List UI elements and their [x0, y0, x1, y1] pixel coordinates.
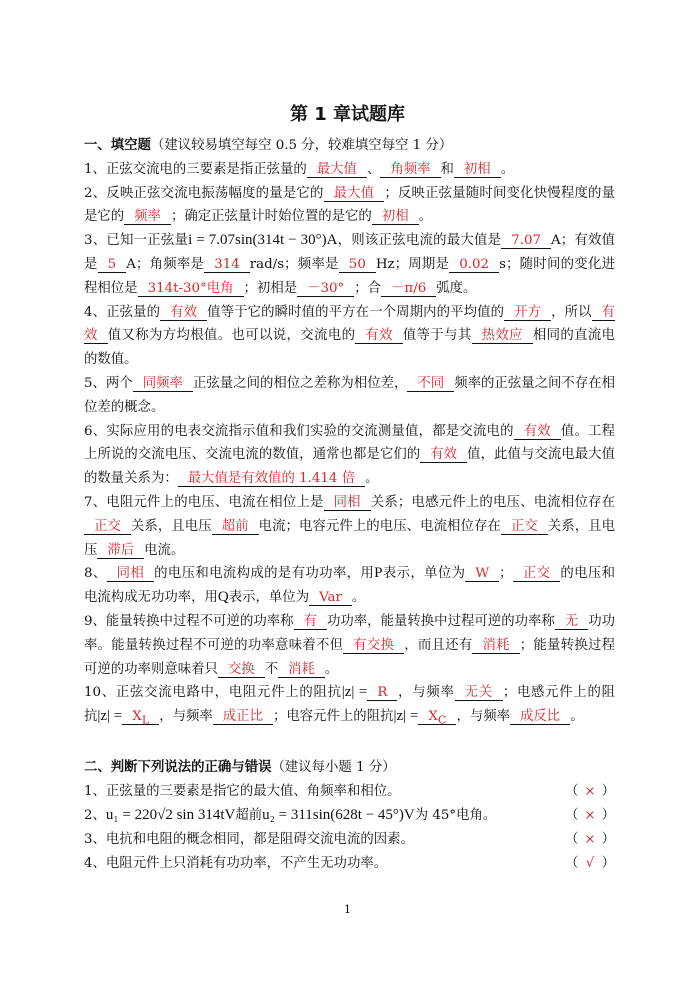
answer-text: 最大值是有效值的 1.414 倍	[187, 471, 356, 487]
question-text: 9、能量转换中过程不可逆的功率称	[84, 613, 294, 629]
cross-mark-icon: ×	[584, 784, 596, 800]
section-note: （建议每小题 1 分）	[271, 760, 396, 776]
question-text: 值等于它的瞬时值的平方在一个周期内的平均值的	[207, 304, 505, 320]
answer-text: 正交	[510, 518, 538, 534]
question-text: s；随时间的变化进程相位是	[84, 256, 616, 296]
question-text: ；确定正弦量计时始位置的是它的	[170, 209, 372, 225]
question-text: ；初相是	[243, 280, 298, 296]
question-text: 3、电抗和电阻的概念相同，都是阻碍交流电流的因素。	[84, 831, 414, 847]
question-text: 表示，单位为	[228, 590, 310, 606]
answer-blank	[555, 614, 588, 630]
true-false-question	[84, 852, 615, 876]
answer-text: 频率	[134, 209, 161, 225]
answer-blank	[218, 662, 265, 678]
fill-in-question	[84, 562, 615, 610]
answer-text: 成正比	[222, 709, 263, 725]
paren-close: ）	[601, 831, 615, 847]
question-text: ；电感元件上的阻抗	[84, 685, 616, 725]
answer-blank	[455, 685, 503, 701]
answer-blank	[204, 257, 250, 273]
answer-text: 0.02	[459, 256, 490, 272]
answer-blank	[513, 566, 561, 582]
answer-mark-group	[565, 780, 615, 804]
question-text: 为 45°电角。	[414, 807, 497, 823]
answer-text: 5	[107, 256, 117, 272]
answer-text: －30°	[307, 280, 345, 296]
math-expression: |z| =	[341, 684, 368, 701]
math-expression: u₁ = 220√2 sin 314tV	[105, 806, 236, 823]
question-text: 值等于与其	[402, 328, 472, 344]
question-text: 3、已知一正弦量	[84, 233, 189, 249]
question-text: 5、两个	[84, 375, 133, 391]
question-text: 值。工程上所说的交流电压、交流电流的数值，通常也都是它们的	[84, 423, 616, 463]
answer-blank	[372, 209, 419, 225]
answer-blank	[212, 519, 259, 535]
answer-text: 最大值	[316, 161, 357, 177]
answer-subscript: C	[437, 713, 447, 727]
section-label: 二、判断下列说法的正确与错误	[84, 760, 272, 776]
fill-in-question	[84, 681, 615, 732]
question-text: ；能量转换过程可逆的功率则意味着只	[84, 637, 616, 677]
fill-in-question	[84, 301, 615, 372]
answer-text: 同相	[116, 566, 145, 582]
question-text: 7、电阻元件上的电压、电流在相位上是	[84, 494, 324, 510]
answer-mark-group	[565, 804, 615, 828]
answer-blank	[449, 257, 499, 273]
question-text: 值又称为方均根值。也可以说，交流电的	[107, 328, 356, 344]
answer-text: 有效	[523, 423, 551, 439]
question-statement	[84, 852, 387, 876]
question-text: 电流。	[144, 542, 185, 558]
question-text: ，与频率	[456, 709, 511, 725]
answer-text: 成反比	[520, 709, 561, 725]
answer-text: W	[475, 566, 490, 582]
question-text: 和	[440, 161, 454, 177]
answer-blank	[465, 566, 499, 582]
answer-mark-group	[565, 828, 615, 852]
question-text: 。	[570, 709, 584, 725]
answer-blank	[309, 590, 352, 606]
paren-close: ）	[601, 784, 615, 800]
answer-text: 无	[564, 613, 579, 629]
question-text: ；电容元件上的阻抗	[272, 709, 394, 725]
question-text: 弧度。	[436, 280, 477, 296]
answer-text: 314t-30°电角	[147, 280, 234, 296]
answer-subscript: L	[141, 713, 150, 727]
question-text: ，而且还有	[404, 637, 473, 653]
answer-text: X	[132, 709, 142, 725]
paren-close: ）	[601, 807, 615, 823]
question-text: 4、电阻元件上只消耗有功功率，不产生无功功率。	[84, 855, 388, 871]
answer-text: 超前	[221, 518, 249, 534]
fill-in-question	[84, 372, 615, 420]
answer-text: 7.07	[511, 233, 542, 249]
answer-text: 同相	[333, 494, 361, 510]
answer-blank	[454, 162, 501, 178]
answer-blank	[380, 162, 440, 178]
page-title: 第 1 章试题库	[289, 104, 406, 125]
question-text: 2、反映正弦交流电振荡幅度的量是它的	[84, 185, 324, 201]
fill-in-question	[84, 610, 615, 681]
answer-blank	[122, 709, 159, 725]
question-text: 表示，单位为	[382, 566, 466, 582]
answer-blank	[297, 281, 354, 297]
question-text: 相同的直流电的数值。	[84, 328, 616, 368]
answer-blank	[107, 566, 155, 582]
question-text: 10、正弦交流电路中，电阻元件上的阻抗	[84, 685, 342, 701]
answer-text: 初相	[381, 209, 409, 225]
answer-text: 交换	[227, 661, 255, 677]
math-expression: P	[374, 565, 383, 582]
answer-text: 不同	[417, 375, 445, 391]
math-expression: u₂ = 311sin(628t − 45°)V	[262, 806, 415, 823]
question-text: 电流；电容元件上的电压、电流相位存在	[258, 518, 501, 534]
math-expression: Q	[217, 589, 229, 606]
answer-mark-group	[565, 852, 615, 876]
question-text: 关系；电感元件上的电压、电流相位存在	[370, 494, 616, 510]
answer-blank	[213, 709, 273, 725]
question-text: 。	[324, 661, 339, 677]
math-expression: |z| =	[393, 708, 419, 725]
fill-in-question	[84, 491, 615, 562]
answer-blank	[324, 495, 371, 511]
check-mark-icon: √	[585, 855, 595, 871]
answer-blank	[178, 471, 365, 487]
section-note: （建议较易填空每空 0.5 分，较难填空每空 1 分）	[150, 138, 453, 153]
section-heading-true-false	[84, 756, 615, 780]
answer-blank	[124, 209, 171, 225]
question-text: 关系，且电压	[130, 518, 212, 534]
answer-text: 正交	[94, 518, 121, 534]
question-text: 的电压和电流构成无功功率，用	[84, 566, 615, 606]
question-text: A；角频率是	[126, 256, 205, 272]
answer-blank	[472, 638, 519, 654]
answer-text: Var	[319, 590, 342, 606]
answer-text: 314	[214, 256, 240, 272]
question-text: 功功率。能量转换过程不可逆的功率意味着不但	[84, 613, 616, 653]
section-label: 一、填空题	[84, 138, 151, 153]
answer-text: 消耗	[482, 637, 510, 653]
question-text: rad/s；频率是	[249, 256, 339, 272]
question-statement	[84, 828, 414, 852]
question-text: ；反映正弦量随时间变化快慢程度的量是它的	[84, 185, 616, 225]
question-statement	[84, 804, 496, 828]
paren-close: ）	[601, 855, 615, 871]
question-text: ；	[499, 566, 513, 582]
answer-text: 50	[348, 256, 366, 272]
answer-blank	[98, 257, 127, 273]
answer-text: X	[428, 709, 438, 725]
paren-open: （	[565, 855, 579, 871]
answer-blank	[84, 519, 131, 535]
answer-blank	[324, 186, 385, 202]
answer-text: 热效应	[481, 328, 523, 344]
question-text: 功功率，能量转换中过程可逆的功率称	[326, 613, 555, 629]
document-body	[84, 134, 615, 875]
question-statement	[84, 780, 401, 804]
answer-text: 有效	[430, 447, 458, 463]
question-text: 值，此值与交流电最大值的数量关系为：	[84, 447, 616, 487]
true-false-question	[84, 804, 615, 828]
answer-blank	[307, 162, 367, 178]
true-false-question	[84, 828, 615, 852]
answer-blank	[278, 662, 325, 678]
answer-blank	[381, 281, 436, 297]
question-text: 2、	[84, 807, 106, 823]
question-text: ；合	[354, 280, 382, 296]
paren-open: （	[565, 807, 579, 823]
answer-text: 有交换	[353, 637, 395, 653]
section-heading-fill-in	[84, 134, 615, 158]
math-expression: i = 7.07sin(314t − 30°)A	[188, 232, 338, 249]
answer-blank	[510, 709, 570, 725]
question-text: ，与频率	[397, 685, 455, 701]
answer-text: 初相	[463, 161, 491, 177]
answer-blank	[294, 614, 327, 630]
question-text: ，与频率	[159, 709, 213, 725]
question-text: 正弦量之间的相位之差称为相位差，	[192, 375, 408, 391]
answer-blank	[501, 233, 551, 249]
true-false-question	[84, 780, 615, 804]
answer-text: 同频率	[142, 375, 183, 391]
paren-open: （	[565, 831, 579, 847]
question-text: 频率的正弦量之间不存在相位差的概念。	[84, 375, 616, 415]
answer-text: 开方	[514, 304, 542, 320]
answer-blank	[420, 447, 467, 463]
answer-blank	[472, 328, 533, 344]
answer-blank	[138, 281, 244, 297]
answer-blank	[501, 519, 548, 535]
question-text: 。	[500, 161, 515, 177]
answer-blank	[367, 685, 397, 701]
question-text: 1、正弦量的三要素是指它的最大值、角频率和相位。	[84, 784, 401, 800]
answer-text: 有	[303, 613, 317, 629]
question-text: 。	[351, 590, 366, 606]
answer-blank	[133, 376, 193, 392]
answer-text: 角频率	[390, 161, 431, 177]
answer-text: 无关	[464, 685, 493, 701]
answer-text: －π/6	[391, 280, 427, 296]
answer-text: 正交	[522, 566, 551, 582]
answer-blank	[343, 638, 404, 654]
question-text: 超前	[235, 807, 263, 823]
question-text: A；有效值是	[84, 233, 615, 272]
fill-in-question	[84, 420, 615, 491]
paren-open: （	[565, 784, 579, 800]
answer-blank	[504, 305, 551, 321]
question-text: Hz；周期是	[375, 256, 450, 272]
fill-in-question	[84, 158, 615, 182]
answer-text: R	[377, 685, 388, 701]
answer-text: 有效	[365, 328, 393, 344]
question-text: 8、	[84, 566, 107, 582]
answer-text: 最大值	[333, 185, 375, 201]
math-expression: |z| =	[97, 708, 123, 725]
answer-blank	[514, 424, 561, 440]
answer-blank	[407, 376, 454, 392]
answer-blank	[160, 305, 207, 321]
cross-mark-icon: ×	[584, 831, 596, 847]
question-text: 的电压和电流构成的是有功功率，用	[154, 566, 375, 582]
page-number: 1	[344, 903, 351, 916]
question-text: 6、实际应用的电表交流指示值和我们实验的交流测量值，都是交流电的	[84, 423, 514, 439]
question-text: 。	[418, 209, 432, 225]
answer-text: 消耗	[288, 661, 315, 677]
cross-mark-icon: ×	[584, 807, 596, 823]
question-text: 。	[365, 471, 379, 487]
true-false-questions	[84, 780, 615, 875]
answer-blank	[97, 543, 144, 559]
answer-text: 有效	[84, 304, 615, 344]
answer-blank	[418, 709, 456, 725]
answer-blank	[339, 257, 376, 273]
answer-text: 滞后	[107, 542, 135, 558]
answer-text: 有效	[170, 304, 198, 320]
fill-in-question	[84, 182, 615, 230]
question-text: 4、正弦量的	[84, 304, 161, 320]
question-text: 不	[264, 661, 279, 677]
question-text: ，则该正弦电流的最大值是	[337, 233, 502, 249]
question-text: 、	[366, 161, 381, 177]
fill-in-question	[84, 229, 615, 300]
question-text: ，所以	[551, 304, 592, 320]
question-text: 关系，且电压	[84, 518, 616, 558]
question-text: 1、正弦交流电的三要素是指正弦量的	[84, 161, 307, 177]
fill-in-questions	[84, 158, 615, 733]
answer-blank	[355, 328, 403, 344]
